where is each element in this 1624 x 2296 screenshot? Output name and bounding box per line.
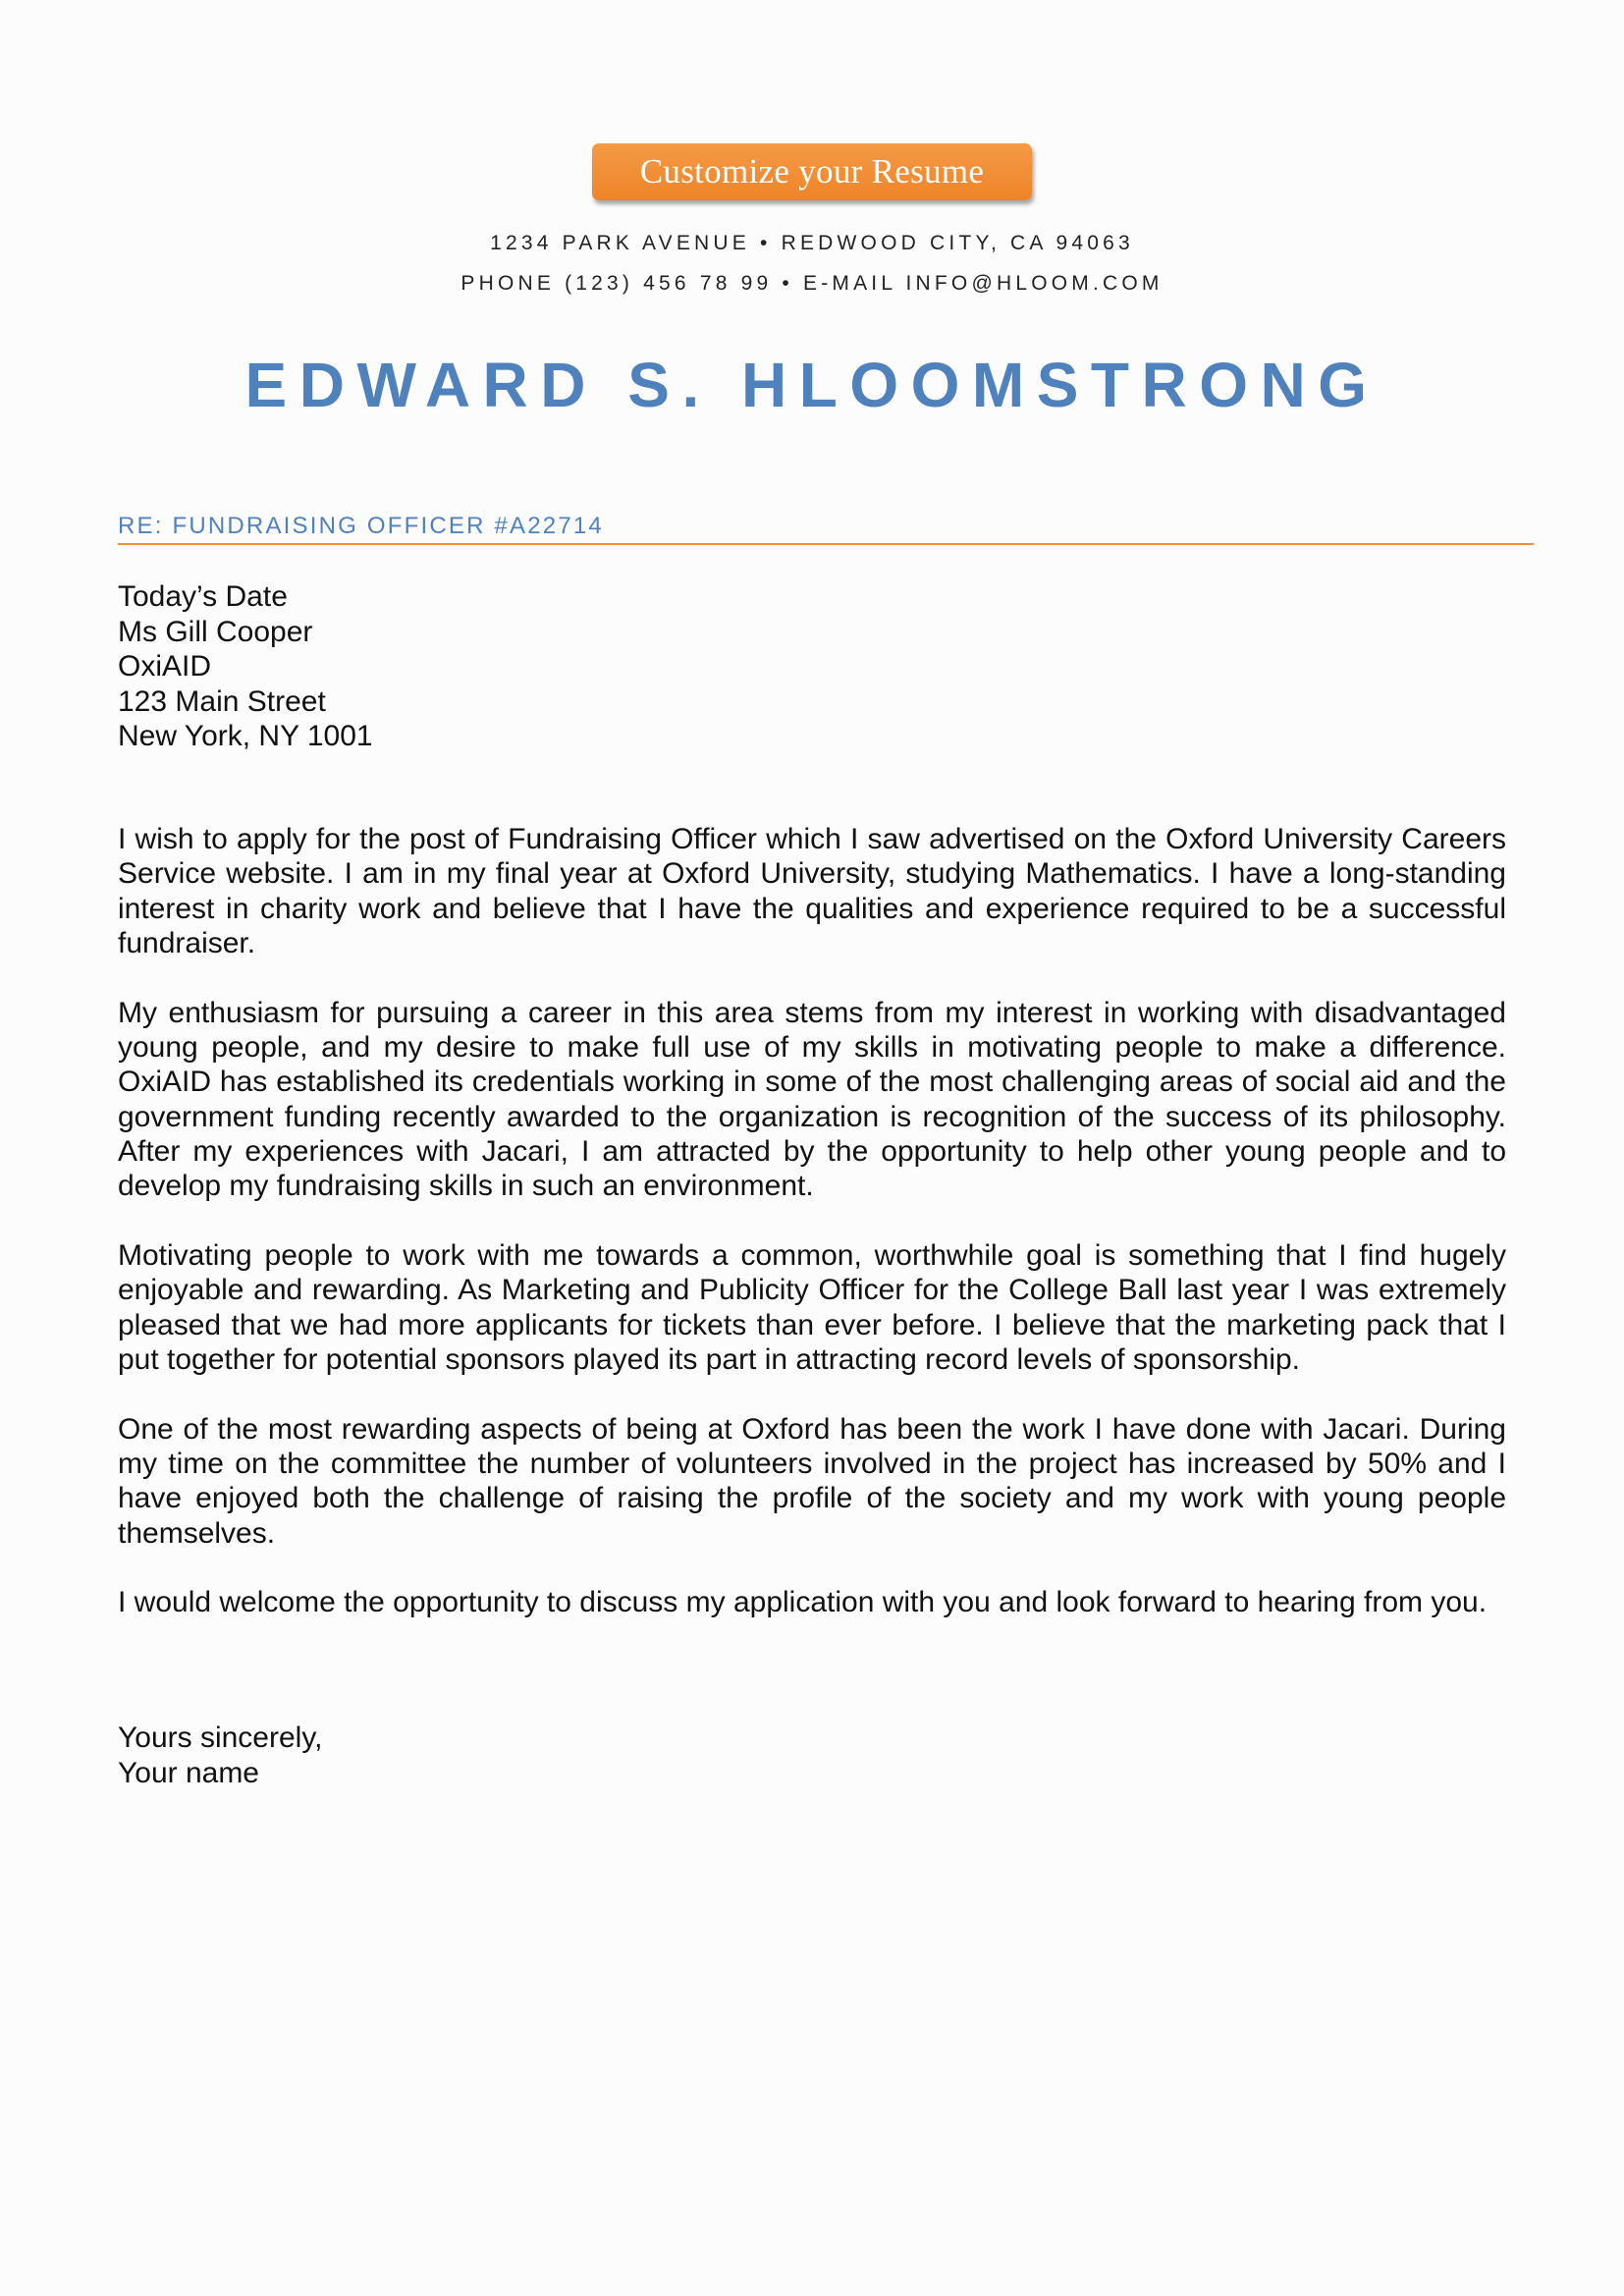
- letter-date: Today’s Date: [118, 580, 288, 613]
- contact-phone-email-line: PHONE (123) 456 78 99 • E-MAIL INFO@HLOOM.COM: [460, 272, 1164, 295]
- letter-paragraph: My enthusiasm for pursuing a career in this area stems from my interest in working with disadvantaged young people, and my desire to make full use of my skills in motivating people to make a difference. OxiAID has established its credentials working in some of the most challenging areas of social aid and the government funding recently awarded to the organization is recognition of the success of its philosophy. After my experiences with Jacari, I am attracted by the opportunity to help other young people and to develop my fundraising skills in such an environment.: [118, 996, 1506, 1203]
- letter-body: [118, 822, 1506, 1655]
- recipient-name: Ms Gill Cooper: [118, 615, 313, 648]
- applicant-name: EDWARD S. HLOOMSTRONG: [244, 350, 1380, 420]
- recipient-company: OxiAID: [118, 650, 212, 683]
- recipient-address-block: [118, 579, 373, 754]
- recipient-city: New York, NY 1001: [118, 720, 373, 752]
- closing-salutation: Yours sincerely,: [118, 1722, 323, 1754]
- header-divider: [118, 543, 1534, 545]
- letter-paragraph: I would welcome the opportunity to discuss my application with you and look forward to hearing from you.: [118, 1586, 1488, 1619]
- contact-address-line: 1234 PARK AVENUE • REDWOOD CITY, CA 94063: [490, 232, 1134, 254]
- letter-paragraph: I wish to apply for the post of Fundraising Officer which I saw advertised on the Oxford University Careers Service website. I am in my final year at Oxford University, studying Mathematics. I have a long-standing interest in charity work and believe that I have the qualities and experience required to be a successful fundraiser.: [118, 823, 1506, 959]
- closing-signature: Your name: [118, 1756, 259, 1789]
- customize-resume-button[interactable]: Customize your Resume: [592, 143, 1032, 200]
- letter-paragraph: Motivating people to work with me towards a common, worthwhile goal is something that I find hugely enjoyable and rewarding. As Marketing and Publicity Officer for the College Ball last year I was extremely pleased that we had more applicants for tickets than ever before. I believe that the marketing pack that I put together for potential sponsors played its part in attracting record levels of sponsorship.: [118, 1238, 1506, 1376]
- recipient-street: 123 Main Street: [118, 684, 326, 718]
- cta-container: [0, 143, 1624, 200]
- letter-closing: [118, 1721, 322, 1790]
- reference-line: RE: FUNDRAISING OFFICER #A22714: [118, 513, 604, 539]
- letter-paragraph: One of the most rewarding aspects of being at Oxford has been the work I have done with Jacari. During my time on the committee the number of volunteers involved in the project has increased by 50% and I have enjoyed both the challenge of raising the profile of the society and my work with young people themselves.: [118, 1412, 1506, 1550]
